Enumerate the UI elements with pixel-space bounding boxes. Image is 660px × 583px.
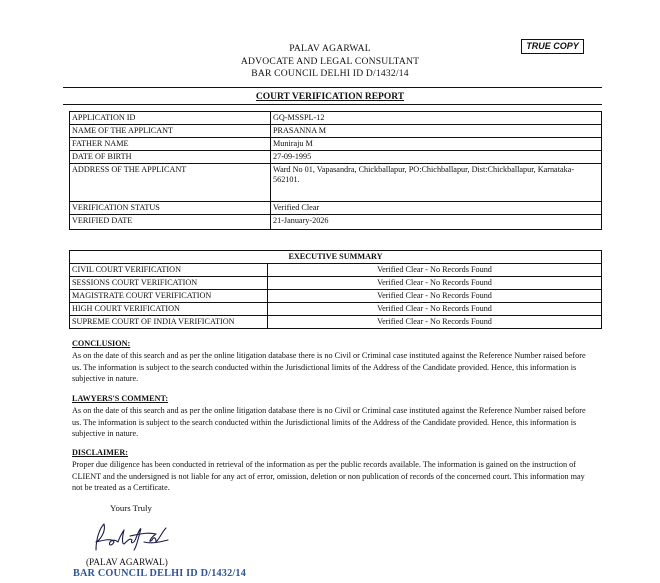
detail-value: PRASANNA M bbox=[271, 125, 602, 138]
signatory-bar-council-id: BAR COUNCIL DELHI ID D/1432/14 bbox=[73, 568, 246, 579]
court-status: Verified Clear - No Records Found bbox=[268, 264, 602, 277]
court-status: Verified Clear - No Records Found bbox=[268, 290, 602, 303]
table-row bbox=[70, 215, 602, 230]
court-label: CIVIL COURT VERIFICATION bbox=[70, 264, 268, 277]
lawyers-comment-section bbox=[72, 393, 592, 440]
detail-value: GQ-MSSPL-12 bbox=[271, 112, 602, 125]
court-label: SESSIONS COURT VERIFICATION bbox=[70, 277, 268, 290]
conclusion-section bbox=[72, 338, 592, 385]
applicant-details-table bbox=[69, 111, 602, 230]
court-label: SUPREME COURT OF INDIA VERIFICATION bbox=[70, 316, 268, 329]
detail-value: 27-09-1995 bbox=[271, 151, 602, 164]
table-row bbox=[70, 264, 602, 277]
table-row bbox=[70, 202, 602, 215]
table-row bbox=[70, 164, 602, 202]
report-title: COURT VERIFICATION REPORT bbox=[255, 92, 405, 102]
disclaimer-text: Proper due diligence has been conducted in retrieval of the information as per the public records available. The information is gained on the instruction of CLIENT and the undersigned is not liable for any act of error, omission, deletion or non publication of records of the concerned court. This information may not be treated as a Certificate. bbox=[72, 460, 585, 493]
executive-summary-heading: EXECUTIVE SUMMARY bbox=[70, 251, 602, 264]
detail-value: Verified Clear bbox=[271, 202, 602, 215]
advocate-role: ADVOCATE AND LEGAL CONSULTANT bbox=[240, 55, 420, 67]
detail-label: FATHER NAME bbox=[70, 138, 271, 151]
court-label: HIGH COURT VERIFICATION bbox=[70, 303, 268, 316]
table-row bbox=[70, 112, 602, 125]
detail-label: DATE OF BIRTH bbox=[70, 151, 271, 164]
title-divider bbox=[63, 104, 602, 105]
advocate-name: PALAV AGARWAL bbox=[289, 43, 371, 54]
true-copy-stamp: TRUE COPY bbox=[521, 39, 584, 54]
table-row bbox=[70, 277, 602, 290]
detail-value: 21-January-2026 bbox=[271, 215, 602, 230]
signatory-name: (PALAV AGARWAL) bbox=[86, 557, 168, 567]
table-row bbox=[70, 138, 602, 151]
court-status: Verified Clear - No Records Found bbox=[268, 316, 602, 329]
executive-summary-table bbox=[69, 250, 602, 329]
detail-label: ADDRESS OF THE APPLICANT bbox=[70, 164, 271, 202]
closing-salutation: Yours Truly bbox=[110, 503, 152, 513]
detail-label: NAME OF THE APPLICANT bbox=[70, 125, 271, 138]
handwritten-signature bbox=[90, 518, 170, 558]
lawyers-comment-heading: LAWYERS'S COMMENT: bbox=[72, 394, 169, 403]
disclaimer-section bbox=[72, 447, 592, 494]
detail-value: Ward No 01, Vapasandra, Chickballapur, PO:Chichballapur, Dist:Chickballapur, Karnataka-562101. bbox=[271, 164, 602, 202]
disclaimer-heading: DISCLAIMER: bbox=[72, 448, 128, 457]
table-row bbox=[70, 125, 602, 138]
detail-label: APPLICATION ID bbox=[70, 112, 271, 125]
conclusion-text: As on the date of this search and as per the online litigation database there is no Civil or Criminal case instituted against the Reference Number raised before us. The information is subject to the search conducted within the Jurisdictional limits of the Address of the Candidate provided. Hence, this information is subjective in nature. bbox=[72, 351, 586, 384]
table-header-row bbox=[70, 251, 602, 264]
table-row bbox=[70, 290, 602, 303]
court-status: Verified Clear - No Records Found bbox=[268, 277, 602, 290]
table-row bbox=[70, 151, 602, 164]
advocate-bar-council-id: BAR COUNCIL DELHI ID D/1432/14 bbox=[251, 68, 409, 79]
table-row bbox=[70, 316, 602, 329]
conclusion-heading: CONCLUSION: bbox=[72, 339, 131, 348]
lawyers-comment-text: As on the date of this search and as per the online litigation database there is no Civil or Criminal case instituted against the Reference Number raised before us. The information is subject to the search conducted within the Jurisdictional limits of the Address of the Candidate provided. Hence, this information is subjective in nature. bbox=[72, 406, 586, 439]
header-divider bbox=[63, 87, 602, 88]
detail-value: Muniraju M bbox=[271, 138, 602, 151]
court-status: Verified Clear - No Records Found bbox=[268, 303, 602, 316]
detail-label: VERIFIED DATE bbox=[70, 215, 271, 230]
detail-label: VERIFICATION STATUS bbox=[70, 202, 271, 215]
court-label: MAGISTRATE COURT VERIFICATION bbox=[70, 290, 268, 303]
table-row bbox=[70, 303, 602, 316]
